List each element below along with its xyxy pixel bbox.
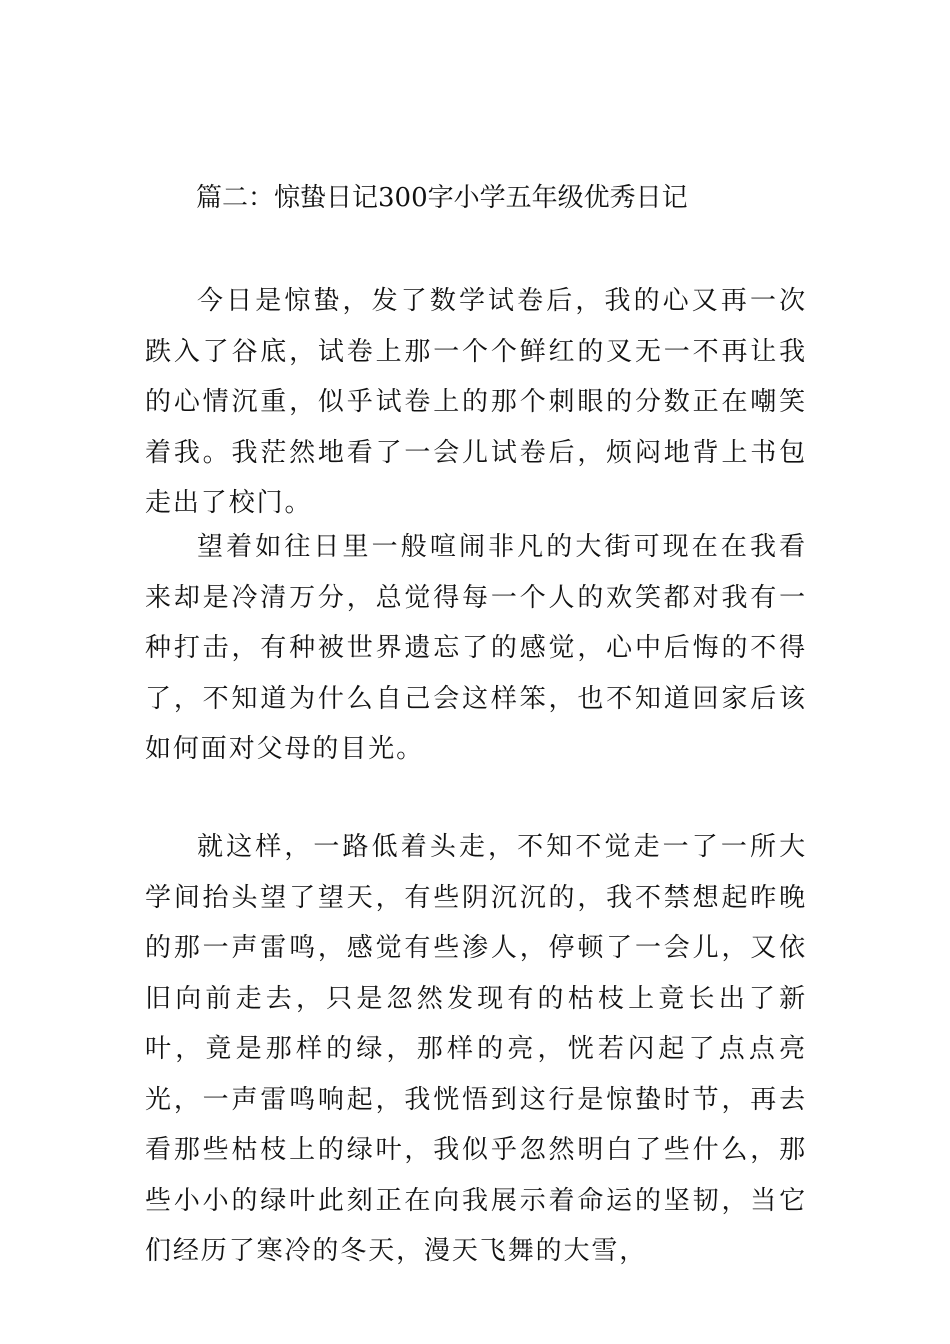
paragraph-2: 望着如往日里一般喧闹非凡的大街可现在在我看来却是冷清万分，总觉得每一个人的欢笑都对我有一种打击，有种被世界遗忘了的感觉，心中后悔的不得了，不知道为什么自己会这样笨，也不知道回家后该如何面对父母的目光。 [145, 532, 807, 764]
paragraph-3: 就这样，一路低着头走，不知不觉走一了一所大学间抬头望了望天，有些阴沉沉的，我不禁想起昨晚的那一声雷鸣，感觉有些渗人，停顿了一会儿，又依旧向前走去，只是忽然发现有的枯枝上竟长出了新叶，竟是那样的绿，那样的亮，恍若闪起了点点亮光，一声雷鸣响起，我恍悟到这行是惊蛰时节，再去看那些枯枝上的绿叶，我似乎忽然明白了些什么，那些小小的绿叶此刻正在向我展示着命运的坚韧，当它们经历了寒冷的冬天，漫天飞舞的大雪， [145, 832, 807, 1266]
paragraph-1: 今日是惊蛰，发了数学试卷后，我的心又再一次跌入了谷底，试卷上那一个个鲜红的叉无一不再让我的心情沉重，似乎试卷上的那个刺眼的分数正在嘲笑着我。我茫然地看了一会儿试卷后，烦闷地背上书包走出了校门。 [145, 286, 807, 518]
document-title: 篇二：惊蛰日记300字小学五年级优秀日记 [196, 183, 688, 213]
